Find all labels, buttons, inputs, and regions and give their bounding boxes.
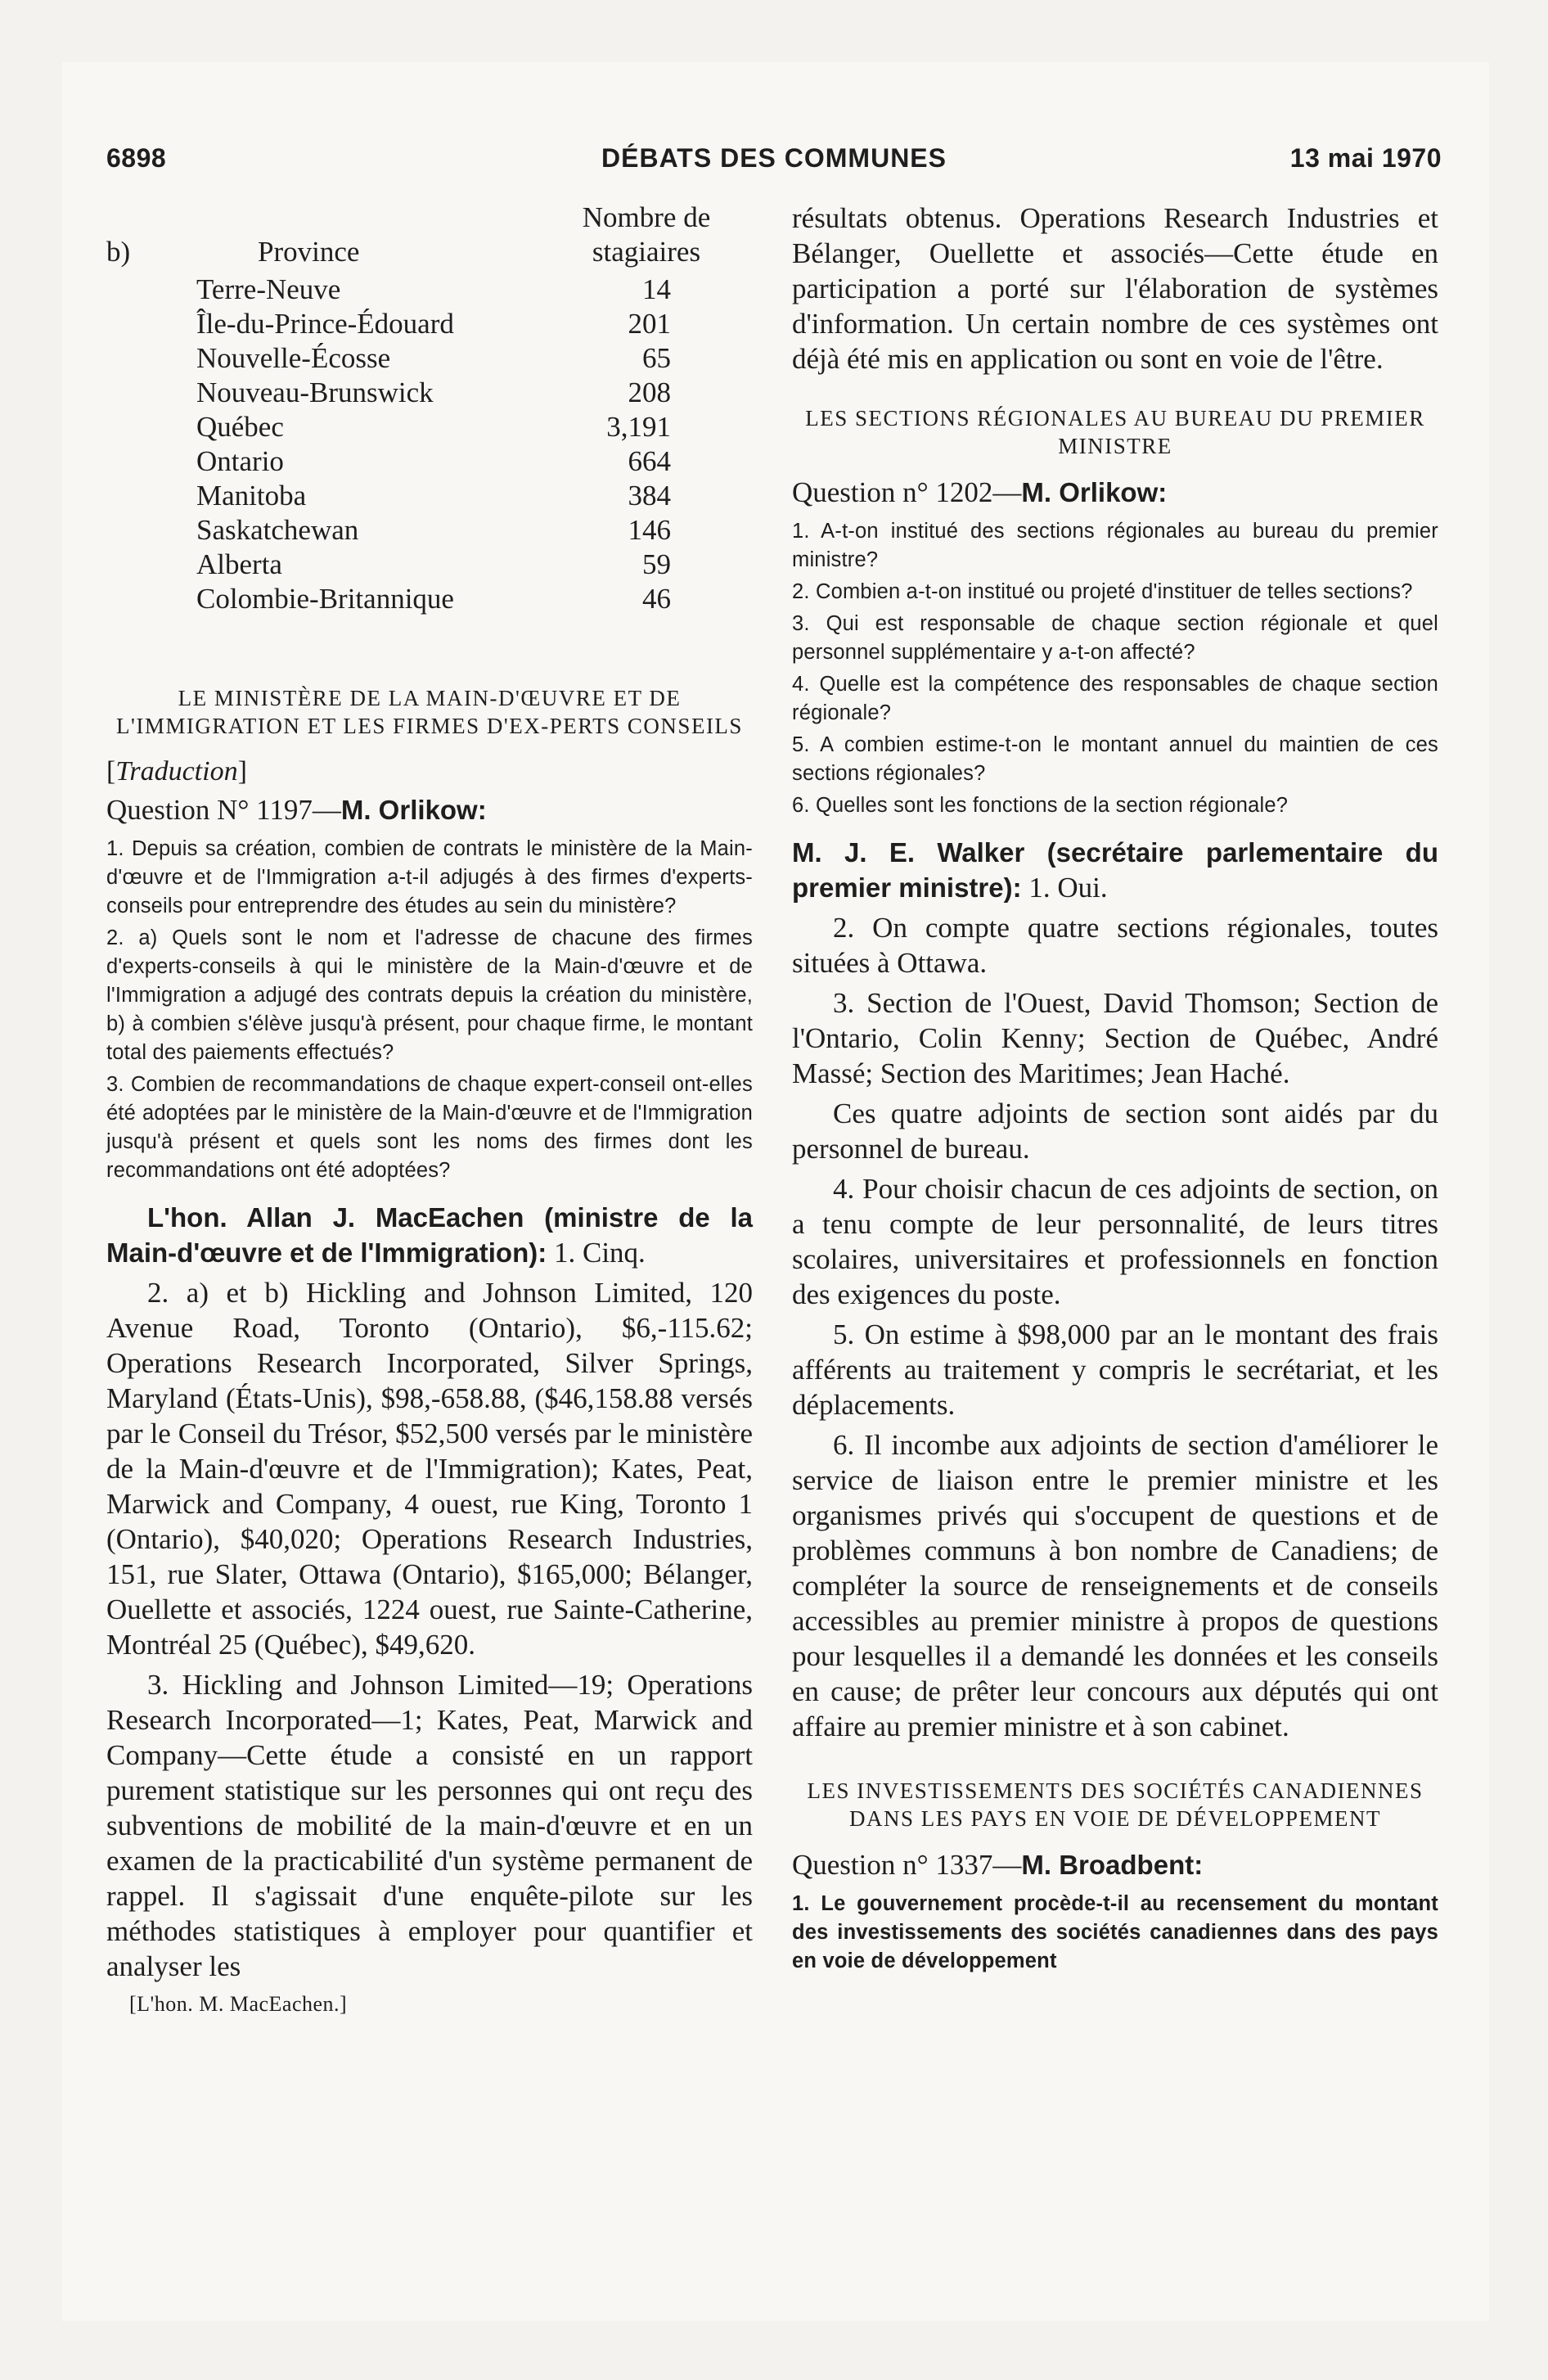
trainee-count: 664 [628, 445, 671, 477]
question-author: M. Orlikow: [1021, 477, 1168, 507]
province-name: Alberta [196, 548, 282, 580]
question-author: M. Broadbent: [1021, 1850, 1204, 1880]
province-name: Colombie-Britannique [196, 583, 454, 615]
province-name: Saskatchewan [196, 514, 359, 546]
trainee-count: 208 [628, 376, 671, 408]
table-row [106, 307, 753, 341]
table-row [106, 444, 753, 479]
table-header-row [106, 235, 753, 269]
province-name: Manitoba [196, 480, 307, 512]
province-name: Nouveau-Brunswick [196, 376, 434, 408]
answer-paragraph [106, 1200, 753, 1270]
section-heading-investments: LES INVESTISSEMENTS DES SOCIÉTÉS CANADIENNES DANS LES PAYS EN VOIE DE DÉVELOPPEMENT [807, 1778, 1424, 1831]
question-number: Question N° 1197— [106, 794, 341, 826]
translation-label: Traduction [115, 756, 238, 787]
question-item: 1. Le gouvernement procède-t-il au recensement du montant des investissements des sociétés canadiennes dans des pays en voie de développement [792, 1892, 1438, 1972]
province-name: Québec [196, 411, 284, 443]
table-row [106, 376, 753, 410]
table-header-province: Province [258, 236, 360, 268]
table-row [106, 548, 753, 582]
answer-speaker: M. J. E. Walker (secrétaire parlementaire du premier ministre): [792, 837, 1438, 903]
section-heading-manpower: LE MINISTÈRE DE LA MAIN-D'ŒUVRE ET DE L'IMMIGRATION ET LES FIRMES D'EX-PERTS CONSEILS [116, 686, 743, 738]
province-name: Ontario [196, 445, 284, 477]
province-name: Île-du-Prince-Édouard [196, 308, 454, 340]
province-name: Nouvelle-Écosse [196, 342, 391, 374]
table-row [106, 341, 753, 376]
answer-continuation: résultats obtenus. Operations Research Industries et Bélanger, Ouellette et associés—Cette étude en participation a porté sur l'élaboration de systèmes d'information. Un certain nombre de ces systèmes ont déjà été mis en application ou sont en voie de l'être. [792, 202, 1438, 375]
province-name: Terre-Neuve [196, 273, 341, 305]
publication-date: 13 mai 1970 [1289, 143, 1442, 173]
answer-paragraph: Ces quatre adjoints de section sont aidés par du personnel de bureau. [792, 1098, 1438, 1165]
table-body [106, 273, 753, 616]
answer-text: 1. Oui. [1028, 872, 1108, 904]
table-row [106, 513, 753, 548]
trainee-count: 384 [628, 480, 671, 512]
answer-speaker: L'hon. Allan J. MacEachen (ministre de la Main-d'œuvre et de l'Immigration): [106, 1202, 753, 1268]
question-item: 2. Combien a-t-on institué ou projeté d'instituer de telles sections? [792, 580, 1413, 603]
question-item: 3. Combien de recommandations de chaque expert-conseil ont-elles été adoptées par le ministère de la Main-d'œuvre et de l'Immigration jusqu'à présent et quels sont les noms des firmes dont les recommandations ont été adoptées? [106, 1073, 753, 1182]
trainee-count: 59 [642, 548, 671, 580]
answer-paragraph: 4. Pour choisir chacun de ces adjoints de section, on a tenu compte de leur personnalité, de leurs titres scolaires, universitaires et professionnels en fonction des exigences du poste. [792, 1173, 1438, 1310]
answer-text: 1. Cinq. [553, 1237, 646, 1269]
question-item: 1. A-t-on institué des sections régionales au bureau du premier ministre? [792, 520, 1438, 571]
table-header-stagiaires: stagiaires [592, 236, 701, 268]
trainee-count: 3,191 [606, 411, 671, 443]
question-item: 3. Qui est responsable de chaque section régionale et quel personnel supplémentaire y a-t-on affecté? [792, 612, 1438, 664]
page-number: 6898 [106, 143, 167, 173]
answer-paragraph: 5. On estime à $98,000 par an le montant des frais afférents au traitement y compris le secrétariat, et les déplacements. [792, 1318, 1438, 1421]
question-1197 [106, 794, 753, 827]
table-label-b: b) [106, 236, 131, 268]
answer-paragraph: 2. a) et b) Hickling and Johnson Limited, 120 Avenue Road, Toronto (Ontario), $6,-115.62; Operations Research Incorporated, Silver Springs, Maryland (États-Unis), $98,-658.88, ($46,158.88 versés par le Conseil du Trésor, $52,500 versés par le ministère de la Main-d'œuvre et de l'Immigration); Kates, Peat, Marwick and Company, 4 ouest, rue King, Toronto 1 (Ontario), $40,020; Operations Research Industries, 151, rue Slater, Ottawa (Ontario), $165,000; Bélanger, Ouellette et associés, 1224 ouest, rue Sainte-Catherine, Montréal 25 (Québec), $49,620. [106, 1277, 753, 1661]
trainee-count: 146 [628, 514, 671, 546]
section-heading-regional: LES SECTIONS RÉGIONALES AU BUREAU DU PREMIER MINISTRE [805, 406, 1425, 458]
trainees-table [106, 201, 753, 671]
question-1337 [792, 1849, 1438, 1882]
question-item: 6. Quelles sont les fonctions de la section régionale? [792, 794, 1289, 817]
question-1202 [792, 476, 1438, 509]
trainee-count: 201 [628, 308, 671, 340]
question-number: Question n° 1202— [792, 476, 1022, 508]
trainee-count: 14 [642, 273, 671, 305]
right-column [792, 201, 1438, 1979]
table-row [106, 582, 753, 616]
footer-speaker: [L'hon. M. MacEachen.] [129, 1992, 348, 2016]
table-header-nombre: Nombre de [582, 201, 711, 233]
question-item: 2. a) Quels sont le nom et l'adresse de chacune des firmes d'experts-conseils à qui le ministère de la Main-d'œuvre et de l'Immigration a adjugé des contrats depuis la création du ministère, b) à combien s'élève jusqu'à présent, pour chaque firme, le montant total des paiements effectués? [106, 926, 753, 1064]
trainee-count: 65 [642, 342, 671, 374]
table-row [106, 273, 753, 307]
translation-note: [Traduction] [106, 756, 247, 787]
question-item: 5. A combien estime-t-on le montant annuel du maintien de ces sections régionales? [792, 733, 1438, 785]
publication-title: DÉBATS DES COMMUNES [601, 143, 947, 173]
table-row [106, 479, 753, 513]
answer-paragraph: 3. Section de l'Ouest, David Thomson; Section de l'Ontario, Colin Kenny; Section de Québec, André Massé; Section des Maritimes; Jean Haché. [792, 987, 1438, 1089]
answer-paragraph [792, 835, 1438, 905]
question-item: 4. Quelle est la compétence des responsables de chaque section régionale? [792, 673, 1438, 724]
answer-paragraph: 6. Il incombe aux adjoints de section d'améliorer le service de liaison entre le premier ministre et les organismes privés qui s'occupent de questions et de problèmes communs à bon nombre de Canadiens; de compléter la source de renseignements et de conseils accessibles au premier ministre à propos de questions pour lesquelles il a demandé les données et les conseils en cause; de prêter leur concours aux députés qui ont affaire au premier ministre et à son cabinet. [792, 1429, 1438, 1742]
left-column [106, 201, 753, 2017]
trainee-count: 46 [642, 583, 671, 615]
question-number: Question n° 1337— [792, 1849, 1022, 1881]
page-header [106, 143, 1442, 184]
question-author: M. Orlikow: [340, 795, 487, 825]
table-row [106, 410, 753, 444]
question-item: 1. Depuis sa création, combien de contrats le ministère de la Main-d'œuvre et de l'Immigration a-t-il adjugés à des firmes d'experts-conseils pour entreprendre des études au sein du ministère? [106, 837, 753, 917]
page [106, 143, 1442, 2271]
answer-paragraph: 3. Hickling and Johnson Limited—19; Operations Research Incorporated—1; Kates, Peat, Marwick and Company—Cette étude a consisté en un rapport purement statistique sur les personnes qui ont reçu des subventions de mobilité de la main-d'œuvre et en un examen de la practicabilité d'un système permanent de rappel. Il s'agissait d'une enquête-pilote sur les méthodes statistiques à employer pour quantifier et analyser les [106, 1669, 753, 1982]
answer-paragraph: 2. On compte quatre sections régionales, toutes situées à Ottawa. [792, 912, 1438, 979]
